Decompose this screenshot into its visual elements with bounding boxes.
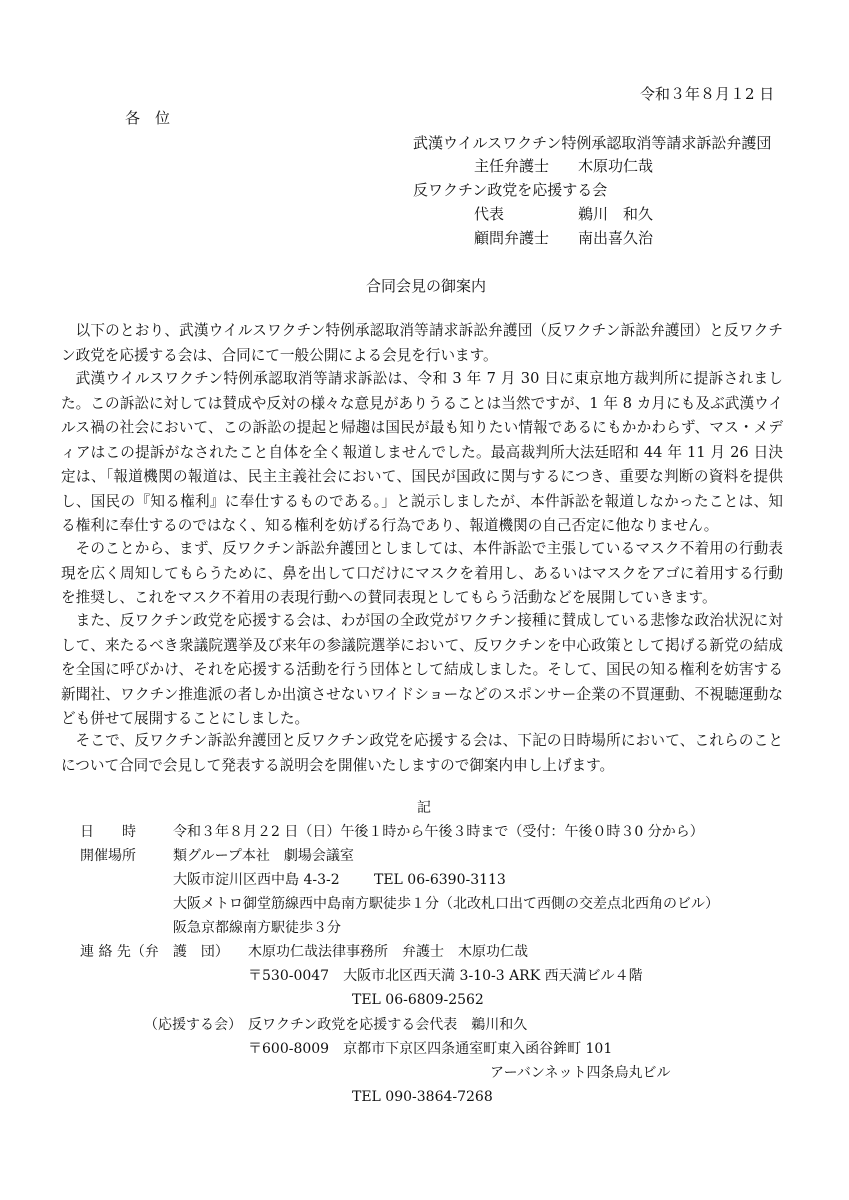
venue-address: 大阪市淀川区西中島 4-3-2: [173, 872, 340, 888]
document-date: 令和３年８月１2 日: [640, 85, 775, 103]
contact1-name: 木原功仁哉法律事務所 弁護士 木原功仁哉: [248, 944, 528, 960]
body-paragraph-1: 以下のとおり、武漢ウイルスワクチン特例承認取消等請求訴訟弁護団（反ワクチン訴訟弁護団）と反ワクチン政党を応援する会は、合同にて一般公開による会見を行います。: [61, 322, 783, 364]
contact1-postal-address: 〒530-0047 大阪市北区西天満 3-10-3 ARK 西天満ビル４階: [248, 968, 643, 984]
contact2-name: 反ワクチン政党を応援する会代表 鵜川和久: [248, 1017, 528, 1033]
sender-group2-name: 反ワクチン政党を応援する会: [413, 181, 608, 199]
sender-group2-role1: 代表: [474, 205, 505, 223]
contact-label: 連 絡 先（弁 護 団）: [80, 944, 229, 960]
venue-tel: TEL 06-6390-3113: [374, 872, 506, 888]
venue-access-2: 阪急京都線南方駅徒歩３分: [173, 920, 341, 936]
body-paragraph-4: また、反ワクチン政党を応援する会は、わが国の全政党がワクチン接種に賛成している悲惨な政治状況に対して、来たるべき衆議院選挙及び来年の参議院選挙において、反ワクチンを中心政策として掲げる新党の結成を全国に呼びかけ、それを応援する活動を行う団体として結成しました。そして、国民の知る権利を妨害する新聞社、ワクチン推進派の者しか出演させないワイドショーなどのスポンサー企業の不買運動、不視聴運動なども併せて展開することにしました。: [61, 612, 783, 727]
contact2-label: （応援する会）: [144, 1017, 242, 1033]
ki-heading: 記: [417, 800, 431, 816]
sender-group1-role: 主任弁護士: [474, 157, 550, 175]
datetime-label: 日 時: [80, 824, 136, 840]
contact2-building: アーバンネット四条烏丸ビル: [490, 1065, 671, 1081]
sender-group2-role2: 顧問弁護士: [474, 229, 550, 247]
venue-label: 開催場所: [80, 848, 136, 864]
contact2-postal-address: 〒600-8009 京都市下京区四条通室町東入函谷鉾町 101: [248, 1041, 613, 1057]
venue-access-1: 大阪メトロ御堂筋線西中島南方駅徒歩１分（北改札口出て西側の交差点北西角のビル）: [173, 896, 719, 912]
sender-group1-name: 武漢ウイルスワクチン特例承認取消等請求訴訟弁護団: [413, 134, 772, 152]
body-paragraph-3: そのことから、まず、反ワクチン訴訟弁護団としましては、本件訴訟で主張しているマスク不着用の行動表現を広く周知してもらうために、鼻を出して口だけにマスクを着用し、あるいはマスクをアゴに着用する行動を推奨し、これをマスク不着用の表現行動への賛同表現としてもらう活動などを展開していきます。: [61, 540, 783, 606]
contact1-tel: TEL 06-6809-2562: [352, 992, 484, 1008]
sender-group1-person: 木原功仁哉: [578, 157, 654, 175]
addressee: 各 位: [125, 109, 171, 127]
sender-group2-person1: 鵜川 和久: [578, 205, 654, 223]
contact2-tel: TEL 090-3864-7268: [352, 1089, 493, 1105]
venue-name: 類グループ本社 劇場会議室: [173, 848, 354, 864]
sender-group2-person2: 南出喜久治: [578, 229, 654, 247]
body-paragraph-5: そこで、反ワクチン訴訟弁護団と反ワクチン政党を応援する会は、下記の日時場所において、これらのことについて合同で会見して発表する説明会を開催いたしますので御案内申し上げます。: [61, 732, 783, 774]
body-paragraph-2: 武漢ウイルスワクチン特例承認取消等請求訴訟は、令和 3 年 7 月 30 日に東京地方裁判所に提訴されました。この訴訟に対しては賛成や反対の様々な意見がありうることは当然ですが、1 年 8 カ月にも及ぶ武漢ウイルス禍の社会において、この訴訟の提起と帰趨は国民が最も知りたい情報であるにもかかわらず、マス・メディアはこの提訴がなされたこと自体を全く報道しませんでした。最高裁判所大法廷昭和 44 年 11 月 26 日決定は、「報道機関の報道は、民主主義社会において、国民が国政に関与するにつき、重要な判断の資料を提供し、国民の『知る権利』に奉仕するものである。」と説示しましたが、本件訴訟を報道しなかったことは、知る権利に奉仕するのではなく、知る権利を妨げる行為であり、報道機関の自己否定に他なりません。: [61, 370, 783, 534]
document-title: 合同会見の御案内: [366, 277, 487, 295]
datetime-value: 令和３年８月２2 日（日）午後１時から午後３時まで（受付：午後０時３0 分から）: [173, 824, 704, 840]
